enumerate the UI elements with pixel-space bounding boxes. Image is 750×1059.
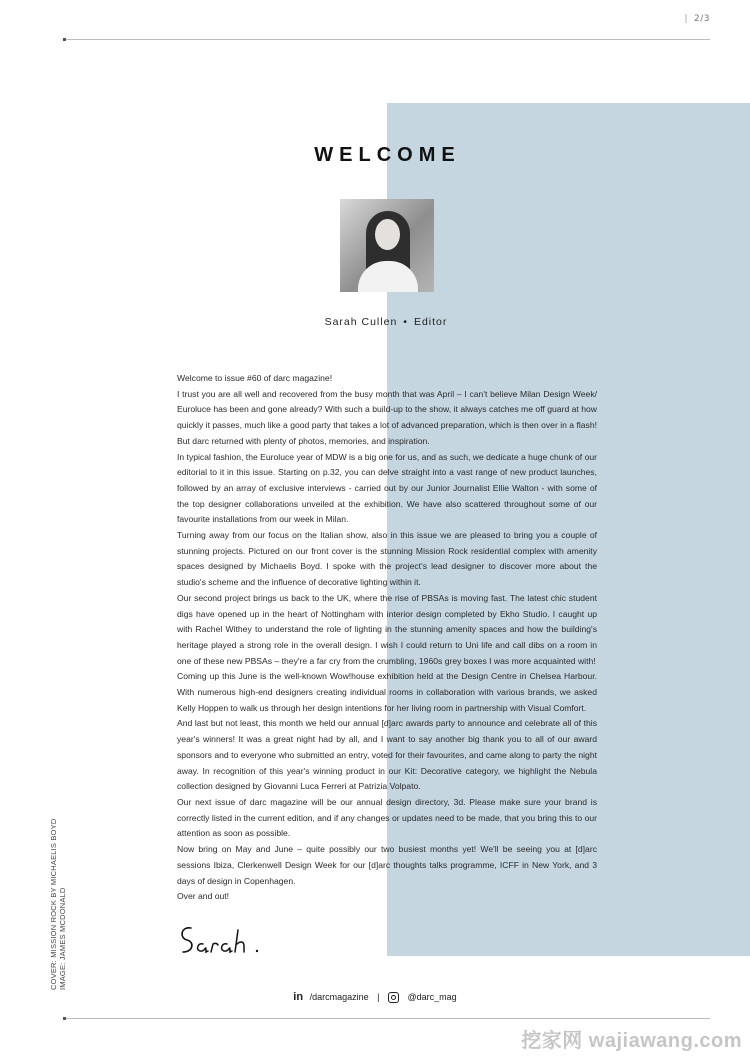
social-separator: | — [377, 992, 380, 1002]
paragraph: In typical fashion, the Euroluce year of MDW is a big one for us, and as such, we dedicate a huge chunk of our editorial to it in this issue. Starting on p.32, you can delve straight into a vast range of new product launches, followed by an array of exclusive interviews - carried out by our Junior Journalist Ellie Walton - with some of the top designer collaborations unveiled at the exhibition. We have also scattered throughout some of our favourite installations from our week in Milan. — [177, 451, 597, 525]
instagram-icon — [388, 992, 399, 1003]
instagram-handle[interactable]: @darc_mag — [407, 992, 457, 1002]
page-number: | 2/3 — [684, 14, 710, 24]
page-title: WELCOME — [314, 144, 461, 166]
paragraph: Over and out! — [177, 891, 230, 902]
paragraph: Our next issue of darc magazine will be our annual design directory, 3d. Please make sure your brand is correctly listed in the current edition, and if any changes or updates need to be made, that you bring this to our attention as soon as possible. — [177, 796, 597, 839]
watermark: 挖家网 wajiawang.com — [521, 1030, 742, 1052]
editor-signature — [177, 918, 287, 963]
paragraph: And last but not least, this month we held our annual [d]arc awards party to announce and celebrate all of this year's winners! It was a great night had by all, and I want to say another big thank you to all of our award sponsors and to everyone who submitted an entry, voted for their favourites, and came along to party the night away. In recognition of this year's winning product in our Kit: Decorative category, we highlight the Nebula collection designed by Giovanni Luca Ferreri at Patrizia Volpato. — [177, 718, 597, 792]
editor-role: Editor — [413, 316, 448, 328]
paragraph: I trust you are all well and recovered from the busy month that was April – I can't believe Milan Design Week/ Euroluce has been and gone already? With such a build-up to the show, it always catches me off guard at how quickly it passes, much like a good party that takes a lot of advanced preparation, which is then over in a flash! But darc returned with plenty of photos, memories, and inspiration. — [177, 388, 597, 446]
cover-credit: COVER: MISSION ROCK BY MICHAELIS BOYD IMAGE: JAMES MCDONALD — [49, 818, 67, 990]
top-divider — [64, 39, 710, 40]
linkedin-icon: in — [293, 991, 304, 1003]
bottom-divider — [64, 1018, 710, 1019]
editorial-body — [177, 371, 597, 905]
social-links — [0, 991, 750, 1003]
paragraph: Welcome to issue #60 of darc magazine! — [177, 373, 333, 383]
paragraph: Now bring on May and June – quite possibly our two busiest months yet! We'll be seeing you at [d]arc sessions Ibiza, Clerkenwell Design Week for our [d]arc thoughts talks programme, ICFF in New York, and 3 days of design in Copenhagen. — [177, 844, 597, 886]
linkedin-handle[interactable]: /darcmagazine — [309, 992, 369, 1002]
editor-photo — [340, 199, 434, 292]
paragraph: Our second project brings us back to the UK, where the rise of PBSAs is moving fast. The latest chic student digs have opened up in the heart of Nottingham with interior design completed by Ekho Studio. I caught up with Rachel Withey to understand the role of lighting in the stunning amenity spaces and how the building's heritage played a strong role in the overall design. I wish I could return to Uni life and call dibs on a room in one of these new PBSAs – they're a far cry from the crumbling, 1960s grey boxes I was more acquainted with! — [177, 592, 597, 666]
editor-name: Sarah Cullen — [324, 316, 398, 328]
paragraph: Coming up this June is the well-known Wow!house exhibition held at the Design Centre in Chelsea Harbour. With numerous high-end designers creating individual rooms in collaboration with various brands, we asked Kelly Hoppen to walk us through her design intentions for her living room in partnership with Visual Comfort. — [177, 671, 597, 713]
paragraph: Turning away from our focus on the Italian show, also in this issue we are pleased to bring you a couple of stunning projects. Pictured on our front cover is the stunning Mission Rock residential complex with amenity spaces designed by Michaelis Boyd. I spoke with the project's lead designer to discover more about the studio's scheme and the influence of decorative lighting within it. — [177, 530, 597, 588]
editor-byline: Sarah Cullen • Editor — [324, 316, 448, 328]
